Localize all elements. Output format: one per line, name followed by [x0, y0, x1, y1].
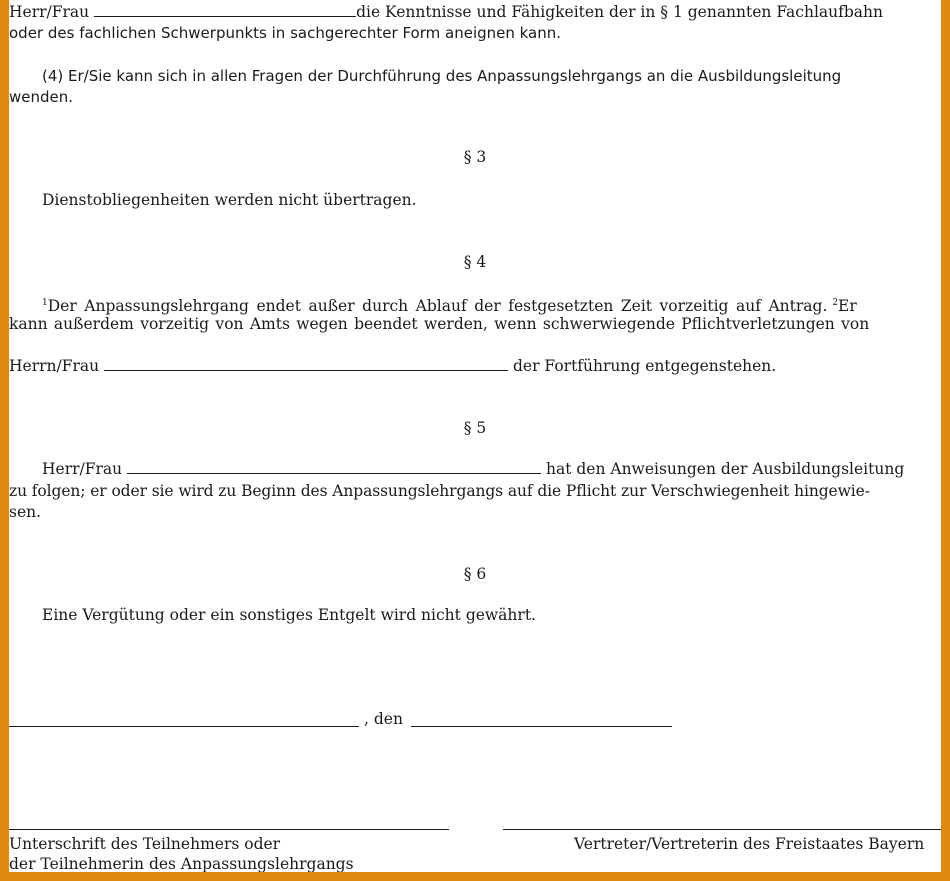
section-heading: § 5	[463, 419, 487, 437]
document-page	[9, 0, 941, 872]
paragraph-4-line: (4) Er/Sie kann sich in allen Fragen der Durchführung des Anpassungslehrgangs an die Ausbildungsleitung	[42, 67, 842, 85]
text-fragment: die Kenntnisse und Fähigkeiten der in § 1 genannten Fachlaufbahn	[356, 3, 883, 21]
section-4-line: kann außerdem vorzeitig von Amts wegen beendet werden, wenn schwerwiegende Pflichtverletzungen von	[9, 315, 870, 333]
signature-label: Unterschrift des Teilnehmers oder	[9, 835, 281, 853]
signature-label: Vertreter/Vertreterin des Freistaates Bayern	[574, 835, 925, 853]
place-blank[interactable]	[9, 726, 359, 727]
fill-in-blank[interactable]	[127, 460, 541, 474]
text-line	[9, 2, 883, 22]
footnote-marker: 2	[832, 298, 839, 308]
section-heading: § 6	[463, 565, 487, 583]
section-5-line: zu folgen; er oder sie wird zu Beginn des Anpassungslehrgangs auf die Pflicht zur Verschwiegenheit hingewie-	[9, 482, 870, 500]
signature-label: der Teilnehmerin des Anpassungslehrgangs	[9, 855, 354, 872]
text-fragment: Herr/Frau	[9, 3, 90, 21]
section-5-line	[42, 459, 904, 479]
text-fragment: Herr/Frau	[42, 460, 123, 478]
footnote-marker: 1	[42, 298, 48, 308]
signature-line-participant[interactable]	[9, 829, 449, 830]
fill-in-blank[interactable]	[104, 357, 508, 371]
section-text: Eine Vergütung oder ein sonstiges Entgelt wird nicht gewährt.	[42, 606, 536, 624]
text-fragment: der Fortführung entgegenstehen.	[512, 357, 777, 375]
date-blank[interactable]	[411, 726, 672, 727]
section-5-line: sen.	[9, 503, 42, 521]
section-heading: § 4	[463, 253, 487, 271]
text-fragment: Herrn/Frau	[9, 357, 100, 375]
text-fragment: Er	[838, 297, 857, 315]
text-line: oder des fachlichen Schwerpunkts in sachgerechter Form aneignen kann.	[9, 24, 562, 42]
signature-line-representative[interactable]	[503, 829, 941, 830]
text-fragment: Der Anpassungslehrgang endet außer durch Ablauf der festgesetzten Zeit vorzeitig auf Antrag.	[47, 297, 828, 315]
section-text: Dienstobliegenheiten werden nicht übertragen.	[42, 191, 417, 209]
section-4-line	[9, 356, 776, 376]
text-fragment: hat den Anweisungen der Ausbildungsleitung	[546, 460, 905, 478]
paragraph-4-line: wenden.	[9, 88, 74, 106]
fill-in-blank[interactable]	[94, 3, 356, 17]
section-4-line	[42, 293, 857, 316]
date-separator: , den	[364, 710, 403, 728]
section-heading: § 3	[463, 148, 487, 166]
